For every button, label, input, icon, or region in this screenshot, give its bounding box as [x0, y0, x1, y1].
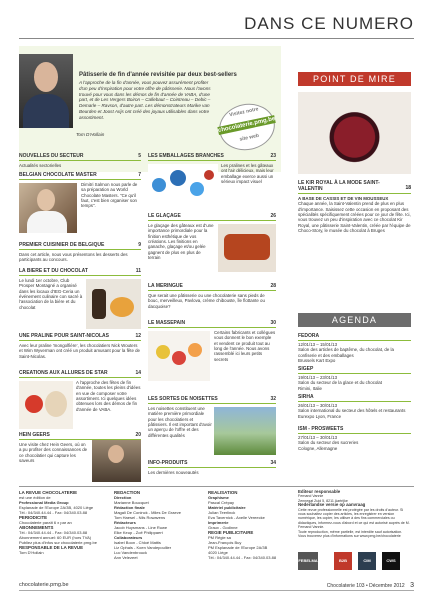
- footer-line: Liz Ophals - Koen Vandepoullier: [114, 545, 172, 550]
- footer-heading: ABONNEMENTS: [19, 525, 54, 530]
- beer-chocolate-photo: [86, 279, 141, 329]
- section-page: 28: [270, 283, 276, 289]
- section-praline-saint-nicolas[interactable]: [19, 333, 141, 359]
- footer-col-publisher: [19, 490, 111, 555]
- section-text: Dimitri Salmon nous parle de sa préparation au World Chocolate Masters. "Ce qu'il faut, c'est bien organiser son temps".: [81, 181, 138, 209]
- feature-subtitle: A BASE DE CASSIS ET DE VIN MOUSSEUX: [298, 195, 389, 201]
- footer-heading: LA REVUE CHOCOLATERIE: [19, 490, 78, 495]
- footer-rule: [19, 486, 414, 487]
- footer-line: Esplanade de l'Europe 2A/3B, 4020 Liège: [19, 505, 94, 510]
- star-creations-photo: [19, 381, 73, 429]
- footer-col-redaction: [114, 490, 190, 560]
- footer-line: Pascal Crépay: [208, 500, 235, 505]
- edito-text: A l'approche de la fin d'année, vous pouvez assurément profiter d'un peu d'inspiration pour votre offre de pâtisserie. Nous l'avons trouvé pour vous dans les démos de fin d'année de VABA, d'une part, et de Les Vergers Boiron – Callebaut – Cointreau – Debic – Demarle – Ravson, d'autre part. Les démonstrateurs Marike van Beurden et Joost Arijs ont créé des joyaux utilisables dans votre assortiment.: [79, 80, 211, 120]
- footer-line: Graux - Godinne: [208, 525, 238, 530]
- section-meringue[interactable]: [148, 283, 276, 309]
- footer-line: Jean-François Buy: [208, 540, 242, 545]
- hein-geers-photo: [92, 440, 141, 482]
- footer-heading: REGIE PUBLICITAIRE: [208, 530, 254, 535]
- footer-logos: [298, 552, 411, 570]
- section-title: INFO-PRODUITS: [148, 460, 188, 466]
- kir-royal-photo: [298, 92, 411, 174]
- footer-line: est une édition de: [19, 495, 51, 500]
- section-page: 30: [270, 320, 276, 326]
- footer-line: Rédacteurs: [114, 520, 136, 525]
- footer-line: 4020 Liège: [208, 550, 228, 555]
- agenda-header: AGENDA: [298, 313, 411, 327]
- section-premier-cuisinier[interactable]: [19, 242, 141, 263]
- footer-line: Elke Keup - Zoë Philippaert: [114, 530, 163, 535]
- noisettes-photo: [214, 407, 276, 455]
- section-page: 26: [270, 213, 276, 219]
- section-text: Le lundi 1er octobre, Club Prosper Montagné a organisé dans les locaux d'IEG-Ceria un événement culinaire con sacré à l'association de la bière et du chocolat: [19, 277, 83, 310]
- footer-heading: PERIODICITE: [19, 515, 48, 520]
- section-text: Que serait une pâtisserie ou une chocolaterie sans pieds de bouc, merveilleux, Pavlova, crème chibouste, île flottante ou dacquoise?: [148, 292, 265, 309]
- section-title: CREATIONS AUX ALLURES DE STAR: [19, 370, 108, 376]
- author-photo: [19, 54, 73, 128]
- feature-title: LE KIR ROYAL À LA MODE SAINT-VALENTIN: [298, 180, 380, 192]
- section-text: Avec leur praline 'mongolfière', les chocolatiers Nick Wouters et Wim Wyverman ont créé un produit amusant pour la fête de Saint-Nicolas.: [19, 342, 141, 359]
- footer-line: Zennegat Zuid 5, 8211 Aartrijke: [298, 498, 348, 503]
- section-title: BELGIAN CHOCOLATE MASTER: [19, 172, 97, 178]
- footer-line: Luc Vandenbrouck: [114, 550, 148, 555]
- section-page: 7: [138, 172, 141, 178]
- bottom-rule: [19, 590, 414, 591]
- section-title: UNE PRALINE POUR SAINT-NICOLAS: [19, 333, 110, 339]
- footer-line: Magali De Coninck - Miles De Graeve: [114, 510, 181, 515]
- section-title: LA BIERE ET DU CHOCOLAT: [19, 268, 88, 274]
- agenda-item[interactable]: [298, 333, 411, 363]
- footer-line: Tom Haesel - Nils Rowavens: [114, 515, 166, 520]
- section-text: Actualités sectorielles: [19, 162, 62, 168]
- footer-line: Ann Velezeet: [114, 555, 138, 560]
- massepain-photo: [148, 331, 210, 381]
- section-info-produits[interactable]: [148, 460, 276, 475]
- page-number: 3: [410, 582, 414, 589]
- section-page: 14: [135, 370, 141, 376]
- footer-line: Publiez plus d'infos sur chocolaterie.pmg.be: [19, 540, 97, 545]
- section-title: LES EMBALLAGES BRANCHES: [148, 153, 224, 159]
- agenda-item-title: FEDORA: [298, 333, 320, 339]
- agenda-item[interactable]: [298, 426, 411, 451]
- section-title: LES SORTES DE NOISETTES: [148, 396, 218, 402]
- febelma-logo: FEBELMA: [298, 552, 318, 570]
- agenda-item[interactable]: [298, 366, 411, 391]
- section-text: Les pralines et les gâteaux ont l'air délicieux, mais leur emballage exerce aussi un sérieux impact visuel: [221, 162, 274, 185]
- packaging-photo: [148, 164, 218, 204]
- chocolate-master-photo: [19, 183, 77, 233]
- footer-site[interactable]: chocolaterie.pmg.be: [19, 582, 69, 588]
- section-text: Les dernières nouveautés: [148, 469, 199, 475]
- cws-logo: CWS: [382, 552, 400, 570]
- glacage-photo: [218, 224, 276, 272]
- footer-line: Eva Tavernick - Axelle Vereecke: [208, 515, 265, 520]
- feature-text: Chaque année, la Saint-Valentin prend de plus en plus d'importance. Saisissez cette occasion en proposant des spécialités spécifiquement créées pour ce jour de fête. Ici, vous trouvez un peu d'inspiration avec ce chocolat Kir Royal, une pâtisserie Saint-Valentin, créée par l'équipe de Choco-Story, le musée du chocolat à Bruges: [298, 201, 411, 234]
- page-title: DANS CE NUMERO: [244, 14, 414, 33]
- issue-label: Chocolaterie 103 • Décembre 2012: [326, 583, 405, 589]
- stamp-top: Visitez notre: [228, 106, 259, 119]
- section-text: Le glaçage des gâteaux est d'une importance primordiale pour la finition esthétique de vos créations. Les finitions en ganache, glaçage et/ou gelée gagnent de plus en plus de terrain: [148, 222, 214, 261]
- section-page: 34: [270, 460, 276, 466]
- footer-heading: RESPONSABLE DE LA REVUE: [19, 545, 83, 550]
- edito-signature: Tom D'Hollain: [76, 132, 105, 137]
- footer-line: Abonnement annuel: 60 EUR (hors TVA): [19, 535, 92, 540]
- point-de-mire-header: POINT DE MIRE: [298, 72, 411, 86]
- footer-line: Tom D'Hollain: [19, 550, 44, 555]
- footer-col-realisation: [208, 490, 288, 560]
- section-nouvelles[interactable]: [19, 153, 141, 168]
- footer-line: Matériel publicitaire: [208, 505, 246, 510]
- footer-issue: [327, 582, 414, 589]
- footer-line: Tél.: 04/340.44.44 - Fax: 04/340.03.88: [19, 510, 88, 515]
- edito-title: Pâtisserie de fin d'année revisitée par deux best-sellers: [79, 72, 237, 78]
- agenda-item-title: SIGEP: [298, 366, 314, 372]
- section-page: 12: [135, 333, 141, 339]
- agenda-item-text: 19/01/13 – 23/01/13 Salon du secteur de la glace et du chocolat Rimini, Italie: [298, 374, 382, 391]
- section-page: 5: [138, 153, 141, 159]
- footer-heading: REALISATION: [208, 490, 238, 495]
- footer-line: Jacob Huysmans - Line Ruwe: [114, 525, 168, 530]
- b2b-logo: B2B: [334, 552, 352, 570]
- section-text: Dans cet article, nous vous présentons les desserts des participants au concours.: [19, 251, 128, 263]
- header-rule: [19, 38, 414, 39]
- footer-line: Marianne Boucquet: [114, 500, 149, 505]
- footer-line: Fernand Vannie: [298, 494, 324, 499]
- section-text: Les noisettes constituent une matière première primordiale pour les chocolatiers et pâtissiers. Il est important d'avoir un aperçu de l'offre et des différentes qualités: [148, 405, 212, 438]
- section-title: NOUVELLES DU SECTEUR: [19, 153, 84, 159]
- footer-line: Chocolaterie paraît 6 x par an: [19, 520, 72, 525]
- footer-line: Cette revue professionnelle est protégée par les droits d'auteur. Si vous souhaitez copier des articles, les enregistrer en version numérique, les copier, les utiliser à des fins commerciales ou didactiques, informez-vous d'abord et ce qui est autorisé auprès de M. Fernand Vannie.: [298, 507, 410, 530]
- agenda-item-text: 27/01/13 – 30/01/13 Salon du secteur des sucreries Cologne, Allemagne: [298, 434, 359, 451]
- section-page: 11: [135, 268, 141, 274]
- feature-kir-royal[interactable]: [298, 180, 411, 234]
- footer-heading: Nederlandse versie op aanvraag: [298, 502, 366, 508]
- agenda-item-text: 12/01/13 – 15/01/13 Salon des articles de baptême, du chocolat, de la confiserie et des emballages Brussels Kart Expo: [298, 341, 394, 364]
- footer-line: Graphisme: [208, 495, 229, 500]
- section-title: LE GLAÇAGE: [148, 213, 181, 219]
- section-text: Une visite chez Hein Geers, où on a pu profiter des connaissances de ce chocolatier qui capture les saveurs: [19, 441, 88, 464]
- section-text: Certains fabricants et collègues vous donnent le bon exemple et vendent ce produit tout au long de l'année. Nous avons rassemblé ici leurs petits secrets: [214, 329, 276, 362]
- footer-line: PM Esplanade de l'Europe 2A/3B: [208, 545, 268, 550]
- section-page: 20: [135, 432, 141, 438]
- footer-line: Tél.: 04/340.44.44 - Fax: 04/340.03.88: [208, 555, 277, 560]
- feature-page: 18: [405, 185, 411, 191]
- stamp-bottom: site web: [239, 132, 260, 143]
- footer-line: Isabel Boon - Chloé Mattis: [114, 540, 161, 545]
- footer-line: Direction: [114, 495, 132, 500]
- agenda-item-text: 26/01/13 – 30/01/13 Salon international du secteur des hôtels et restaurants Eurexpo Lyon, France: [298, 402, 406, 419]
- section-title: HEIN GEERS: [19, 432, 50, 438]
- section-text: A l'approche des fêtes de fin d'année, toutes les pleins d'idées en vue de composer votre assortiment. Ici quelques idées obtenues lors des démos de fin d'année de VABA.: [76, 379, 141, 412]
- footer-line: Imprimerie: [208, 520, 229, 525]
- agenda-item[interactable]: [298, 394, 411, 419]
- section-title: LA MERINGUE: [148, 283, 183, 289]
- section-title: LE MASSEPAIN: [148, 320, 186, 326]
- footer-line: Professional Media Group: [19, 500, 69, 505]
- agenda-item-title: ISM - PROSWEETS: [298, 426, 344, 432]
- section-page: 9: [138, 242, 141, 248]
- footer-line: Toute reproduction, même partielle, est interdite sauf autorisation.: [298, 529, 403, 534]
- footer-heading: REDACTION: [114, 490, 141, 495]
- website-stamp[interactable]: [215, 99, 279, 156]
- footer-line: Collaborateurs: [114, 535, 143, 540]
- cim-logo: CIM: [358, 552, 376, 570]
- footer-line: Vous trouverez plus d'informations sur www.pmg.be/chocolaterie: [298, 534, 401, 539]
- footer-line: Tél.: 04/340.44.44 - Fax: 04/340.03.88: [19, 530, 88, 535]
- section-page: 32: [270, 396, 276, 402]
- footer-line: PM Régie sa: [208, 535, 231, 540]
- footer-line: Rédaction finale: [114, 505, 145, 510]
- footer-line: Julian Teerlinck: [208, 510, 236, 515]
- section-page: 23: [270, 153, 276, 159]
- agenda-item-title: SIRHA: [298, 394, 314, 400]
- stamp-url[interactable]: chocolaterie.pmg.be: [217, 116, 276, 135]
- section-title: PREMIER CUISINIER DE BELGIQUE: [19, 242, 105, 248]
- footer-heading: Editeur responsable: [298, 489, 341, 494]
- footer-col-editor: [298, 490, 411, 538]
